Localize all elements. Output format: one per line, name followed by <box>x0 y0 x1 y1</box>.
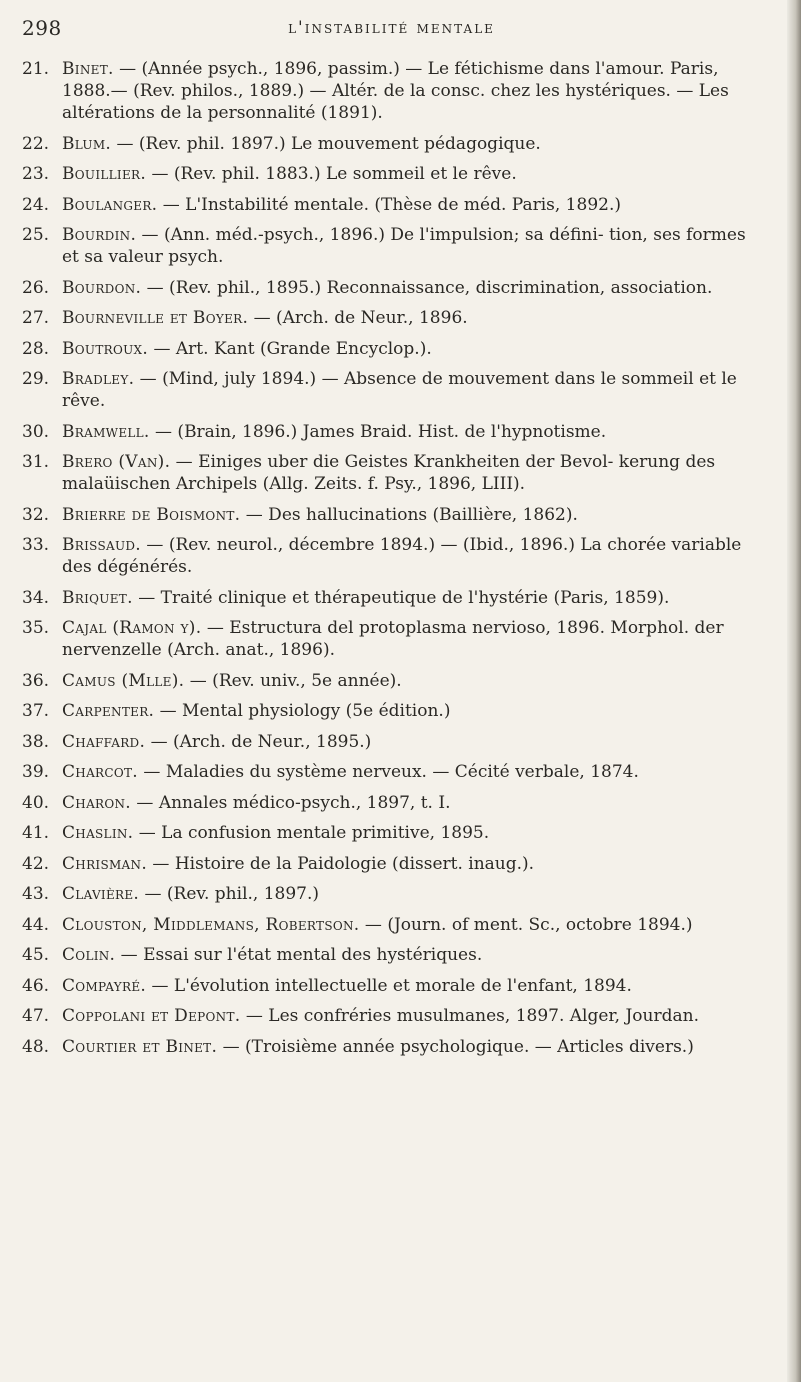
bibliography-entry <box>22 277 764 299</box>
entry-author: Brierre de Boismont. <box>62 504 241 525</box>
entry-reference: — (Arch. de Neur., 1896. <box>248 308 468 328</box>
bibliography-entry <box>22 617 764 661</box>
entry-reference: — (Rev. phil. 1883.) Le sommeil et le rêve. <box>146 164 517 184</box>
entry-author: Bouillier. <box>62 164 147 184</box>
entry-reference: — (Brain, 1896.) James Braid. Hist. de l'hypnotisme. <box>149 421 607 442</box>
entry-number: 43. <box>22 884 50 904</box>
bibliography-entry <box>22 853 764 875</box>
entry-reference: — Annales médico-psych., 1897, t. I. <box>131 792 451 813</box>
entry-number: 24. <box>22 194 50 215</box>
entry-reference: — (Rev. univ., 5e année). <box>184 670 402 691</box>
entry-author: Clavière. <box>62 884 140 904</box>
entry-number: 31. <box>22 452 50 472</box>
entry-reference: — Traité clinique et thérapeutique de l'hystérie (Paris, 1859). <box>132 587 670 608</box>
entry-author: Colin. <box>62 945 116 965</box>
bibliography-entry <box>22 504 764 526</box>
entry-reference: — Les confréries musulmanes, 1897. Alger, Jourdan. <box>240 1006 699 1026</box>
entry-number: 44. <box>22 914 50 935</box>
entry-author: Blum. <box>62 133 112 154</box>
entry-reference: — (Arch. de Neur., 1895.) <box>145 731 372 752</box>
entry-reference: — Histoire de la Paidologie (dissert. inaug.). <box>147 853 535 874</box>
entry-reference: — (Rev. phil., 1895.) Reconnaissance, discrimination, association. <box>141 277 713 298</box>
entry-author: Charcot. <box>62 762 139 782</box>
bibliography-entry <box>22 822 764 844</box>
entry-reference: — (Journ. of ment. Sc., octobre 1894.) <box>359 914 693 935</box>
entry-reference: — Maladies du système nerveux. — Cécité verbale, 1874. <box>138 762 639 782</box>
bibliography-entry <box>22 338 764 360</box>
entry-reference: — (Ann. méd.-psych., 1896.) De l'impulsion; sa défini- tion, ses formes et sa valeur psych. <box>62 225 746 267</box>
entry-number: 36. <box>22 670 50 691</box>
entry-reference: — (Rev. neurol., décembre 1894.) — (Ibid., 1896.) La chorée variable des dégénérés. <box>62 535 742 577</box>
entry-reference: — (Rev. phil., 1897.) <box>139 884 320 904</box>
entry-reference: — (Année psych., 1896, passim.) — Le fétichisme dans l'amour. Paris, 1888.— (Rev. philos., 1889.) — Altér. de la consc. chez les hystériques. — Les altérations de la personnalité (1891). <box>62 59 729 123</box>
entry-number: 41. <box>22 823 50 843</box>
entry-author: Briquet. <box>62 587 133 608</box>
entry-number: 29. <box>22 369 50 389</box>
bibliography-entry <box>22 1005 764 1027</box>
entry-number: 25. <box>22 225 50 245</box>
entry-author: Bradley. <box>62 369 135 389</box>
entry-author: Bramwell. <box>62 421 150 442</box>
entry-number: 22. <box>22 133 50 154</box>
entry-number: 30. <box>22 421 50 442</box>
bibliography-entry <box>22 421 764 443</box>
entry-number: 45. <box>22 945 50 965</box>
bibliography-entry <box>22 194 764 216</box>
page-number: 298 <box>22 16 62 40</box>
bibliography-entry <box>22 944 764 966</box>
entry-number: 48. <box>22 1036 50 1057</box>
entry-author: Bourdon. <box>62 277 142 298</box>
entry-author: Boutroux. <box>62 338 149 359</box>
entry-number: 32. <box>22 504 50 525</box>
entry-author: Binet. <box>62 59 114 79</box>
entry-number: 39. <box>22 762 50 782</box>
entry-author: Compayré. <box>62 975 147 996</box>
entry-number: 42. <box>22 853 50 874</box>
entry-reference: — Estructura del protoplasma nervioso, 1896. Morphol. der nervenzelle (Arch. anat., 1896). <box>62 618 724 660</box>
entry-number: 40. <box>22 792 50 813</box>
bibliography-entry <box>22 670 764 692</box>
entry-number: 26. <box>22 277 50 298</box>
bibliography-list <box>22 58 764 1066</box>
entry-reference: — Mental physiology (5e édition.) <box>154 701 451 721</box>
bibliography-entry <box>22 761 764 783</box>
entry-author: Bourdin. <box>62 225 137 245</box>
page-edge <box>787 0 801 1382</box>
bibliography-entry <box>22 587 764 609</box>
entry-number: 28. <box>22 338 50 359</box>
bibliography-entry <box>22 700 764 722</box>
entry-author: Chrisman. <box>62 853 148 874</box>
bibliography-entry <box>22 792 764 814</box>
entry-number: 38. <box>22 731 50 752</box>
entry-author: Boulanger. <box>62 194 158 215</box>
entry-number: 33. <box>22 535 50 555</box>
entry-author: Bourneville et Boyer. <box>62 308 249 328</box>
entry-author: Coppolani et Depont. <box>62 1006 241 1026</box>
entry-author: Cajal (Ramon y). <box>62 618 202 638</box>
entry-author: Clouston, Middlemans, Robertson. <box>62 914 360 935</box>
running-title: l'instabilité mentale <box>288 18 495 38</box>
entry-number: 46. <box>22 975 50 996</box>
bibliography-entry <box>22 224 764 268</box>
bibliography-entry <box>22 451 764 495</box>
entry-reference: — Art. Kant (Grande Encyclop.). <box>148 338 432 359</box>
entry-author: Camus (Mlle). <box>62 670 185 691</box>
entry-number: 37. <box>22 701 50 721</box>
bibliography-entry <box>22 58 764 124</box>
entry-author: Charon. <box>62 792 132 813</box>
entry-reference: — (Mind, july 1894.) — Absence de mouvement dans le sommeil et le rêve. <box>62 369 737 411</box>
entry-author: Brissaud. <box>62 535 142 555</box>
entry-number: 23. <box>22 164 50 184</box>
entry-reference: — Essai sur l'état mental des hystériques. <box>115 945 483 965</box>
entry-author: Carpenter. <box>62 701 155 721</box>
entry-number: 47. <box>22 1006 50 1026</box>
entry-reference: — Einiges uber die Geistes Krankheiten der Bevol- kerung des malaüischen Archipels (Allg. Zeits. f. Psy., 1896, LIII). <box>62 452 716 494</box>
bibliography-entry <box>22 163 764 185</box>
entry-author: Chaffard. <box>62 731 146 752</box>
bibliography-entry <box>22 534 764 578</box>
entry-number: 21. <box>22 59 50 79</box>
entry-reference: — L'Instabilité mentale. (Thèse de méd. Paris, 1892.) <box>157 194 621 215</box>
entry-author: Brero (Van). <box>62 452 171 472</box>
bibliography-entry <box>22 731 764 753</box>
entry-reference: — L'évolution intellectuelle et morale de l'enfant, 1894. <box>146 975 632 996</box>
entry-number: 27. <box>22 308 50 328</box>
bibliography-entry <box>22 307 764 329</box>
bibliography-entry <box>22 883 764 905</box>
page-header <box>22 16 761 46</box>
entry-reference: — Des hallucinations (Baillière, 1862). <box>240 504 578 525</box>
bibliography-entry <box>22 133 764 155</box>
bibliography-entry <box>22 914 764 936</box>
entry-author: Chaslin. <box>62 823 134 843</box>
entry-reference: — (Rev. phil. 1897.) Le mouvement pédagogique. <box>111 133 541 154</box>
bibliography-entry <box>22 1036 764 1058</box>
bibliography-entry <box>22 368 764 412</box>
entry-author: Courtier et Binet. <box>62 1036 218 1057</box>
entry-number: 34. <box>22 587 50 608</box>
bibliography-entry <box>22 975 764 997</box>
entry-reference: — La confusion mentale primitive, 1895. <box>133 823 490 843</box>
entry-reference: — (Troisième année psychologique. — Articles divers.) <box>217 1036 694 1057</box>
entry-number: 35. <box>22 618 50 638</box>
